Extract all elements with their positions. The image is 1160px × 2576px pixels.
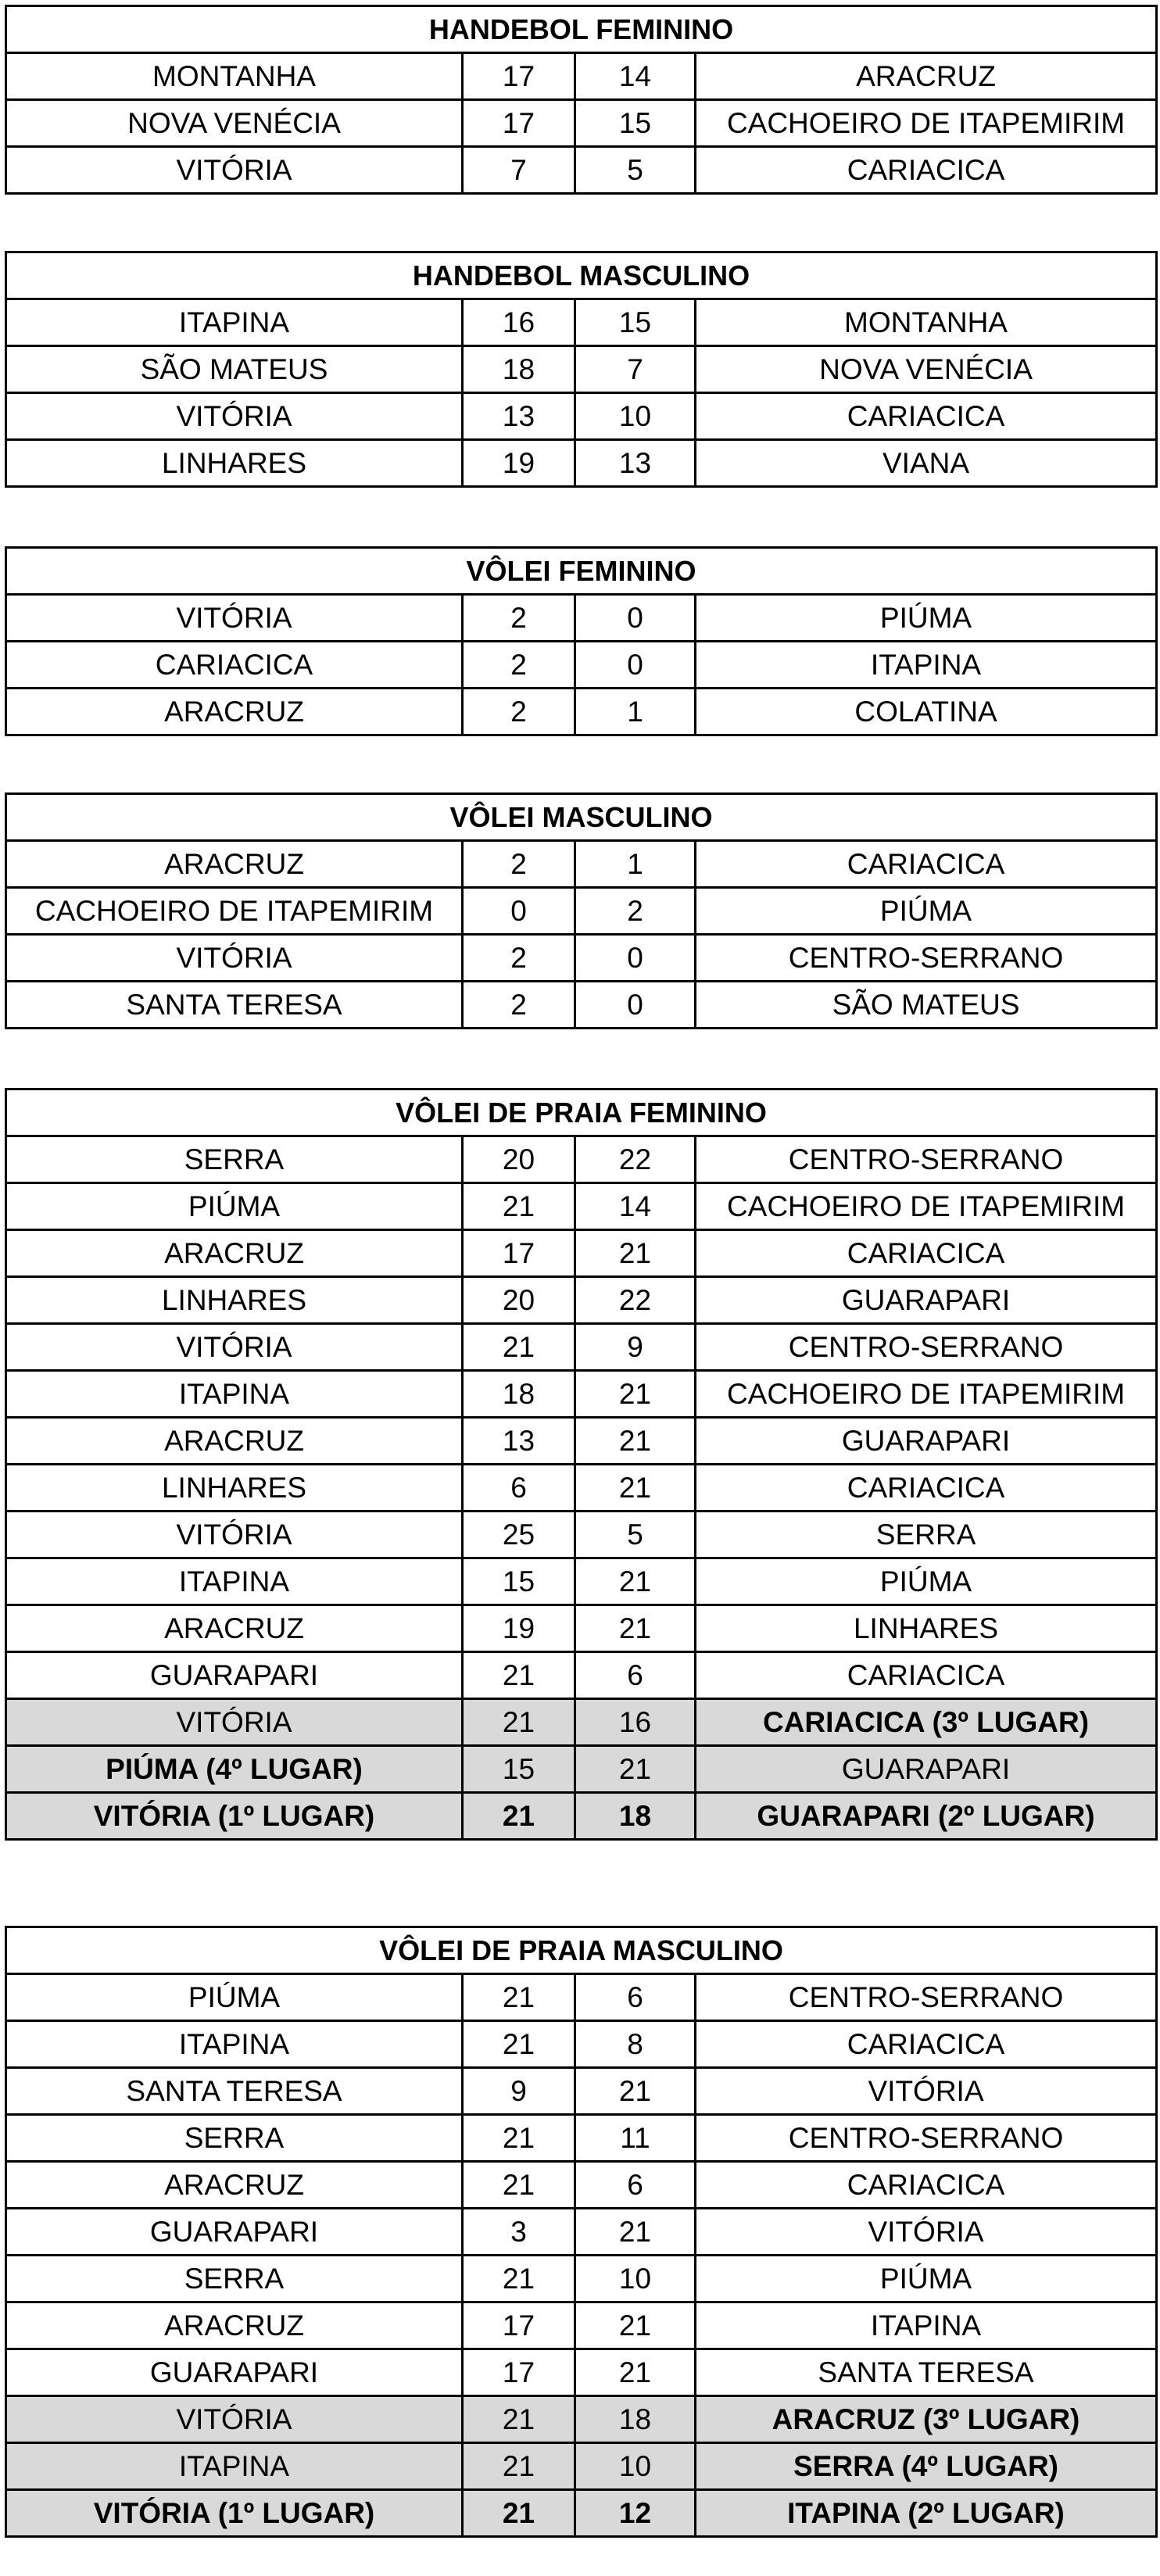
- home-team-cell: ARACRUZ: [6, 841, 463, 888]
- final-match-row: [6, 2396, 1157, 2443]
- match-row: [6, 346, 1157, 393]
- away-team-cell: LINHARES: [696, 1605, 1157, 1652]
- away-team-cell: PIÚMA: [696, 595, 1157, 642]
- home-team-cell: CACHOEIRO DE ITAPEMIRIM: [6, 888, 463, 935]
- match-row: [6, 689, 1157, 735]
- match-row: [6, 100, 1157, 147]
- away-team-cell: CARIACICA: [696, 1652, 1157, 1699]
- home-score-cell: 21: [463, 1652, 575, 1699]
- match-row: [6, 1605, 1157, 1652]
- away-score-cell: 8: [575, 2021, 696, 2068]
- home-score-cell: 13: [463, 393, 575, 440]
- home-team-cell: PIÚMA: [6, 1183, 463, 1230]
- home-team-cell: VITÓRIA: [6, 1512, 463, 1558]
- away-score-cell: 21: [575, 1746, 696, 1793]
- home-score-cell: 15: [463, 1558, 575, 1605]
- section-title: VÔLEI FEMININO: [6, 548, 1157, 595]
- away-score-cell: 5: [575, 1512, 696, 1558]
- away-team-cell: MONTANHA: [696, 299, 1157, 346]
- home-team-cell: SERRA: [6, 2256, 463, 2302]
- match-row: [6, 2162, 1157, 2209]
- results-table-handebol-feminino: [5, 5, 1158, 195]
- home-score-cell: 2: [463, 841, 575, 888]
- away-team-cell: VITÓRIA: [696, 2068, 1157, 2115]
- home-score-cell: 21: [463, 1974, 575, 2021]
- home-team-cell: ARACRUZ: [6, 689, 463, 735]
- match-row: [6, 2115, 1157, 2162]
- home-team-cell: MONTANHA: [6, 53, 463, 100]
- section-title: VÔLEI DE PRAIA FEMININO: [6, 1089, 1157, 1136]
- home-team-cell: PIÚMA: [6, 1974, 463, 2021]
- home-team-cell: VITÓRIA: [6, 595, 463, 642]
- match-row: [6, 1277, 1157, 1324]
- home-score-cell: 20: [463, 1136, 575, 1183]
- home-team-cell: VITÓRIA (1º LUGAR): [6, 1793, 463, 1840]
- home-score-cell: 19: [463, 1605, 575, 1652]
- away-score-cell: 21: [575, 1558, 696, 1605]
- away-team-cell: ARACRUZ: [696, 53, 1157, 100]
- match-row: [6, 982, 1157, 1029]
- match-row: [6, 642, 1157, 689]
- home-team-cell: VITÓRIA (1º LUGAR): [6, 2490, 463, 2537]
- match-row: [6, 2256, 1157, 2302]
- match-row: [6, 1136, 1157, 1183]
- home-score-cell: 17: [463, 2302, 575, 2349]
- home-team-cell: ITAPINA: [6, 2443, 463, 2490]
- match-row: [6, 393, 1157, 440]
- home-score-cell: 16: [463, 299, 575, 346]
- section-header-row: [6, 1927, 1157, 1974]
- away-score-cell: 1: [575, 689, 696, 735]
- away-team-cell: CENTRO-SERRANO: [696, 1974, 1157, 2021]
- away-score-cell: 10: [575, 2443, 696, 2490]
- away-score-cell: 14: [575, 53, 696, 100]
- home-score-cell: 17: [463, 2349, 575, 2396]
- away-team-cell: ITAPINA: [696, 2302, 1157, 2349]
- away-score-cell: 12: [575, 2490, 696, 2537]
- away-score-cell: 21: [575, 2349, 696, 2396]
- away-score-cell: 18: [575, 1793, 696, 1840]
- away-team-cell: CARIACICA: [696, 1230, 1157, 1277]
- match-row: [6, 2302, 1157, 2349]
- match-row: [6, 1652, 1157, 1699]
- results-table-volei-de-praia-masculino: [5, 1926, 1158, 2538]
- section-title: VÔLEI DE PRAIA MASCULINO: [6, 1927, 1157, 1974]
- away-team-cell: CARIACICA: [696, 841, 1157, 888]
- home-score-cell: 21: [463, 2162, 575, 2209]
- away-team-cell: CARIACICA: [696, 147, 1157, 194]
- results-table-handebol-masculino: [5, 251, 1158, 488]
- away-score-cell: 0: [575, 642, 696, 689]
- home-score-cell: 21: [463, 2115, 575, 2162]
- home-team-cell: GUARAPARI: [6, 2349, 463, 2396]
- away-team-cell: SERRA: [696, 1512, 1157, 1558]
- away-team-cell: NOVA VENÉCIA: [696, 346, 1157, 393]
- home-team-cell: NOVA VENÉCIA: [6, 100, 463, 147]
- home-score-cell: 21: [463, 2396, 575, 2443]
- results-table-volei-feminino: [5, 546, 1158, 736]
- home-team-cell: CARIACICA: [6, 642, 463, 689]
- home-team-cell: GUARAPARI: [6, 1652, 463, 1699]
- away-team-cell: CACHOEIRO DE ITAPEMIRIM: [696, 1183, 1157, 1230]
- section-title: VÔLEI MASCULINO: [6, 794, 1157, 841]
- away-team-cell: CACHOEIRO DE ITAPEMIRIM: [696, 1371, 1157, 1418]
- home-team-cell: VITÓRIA: [6, 147, 463, 194]
- home-score-cell: 21: [463, 2256, 575, 2302]
- away-team-cell: VITÓRIA: [696, 2209, 1157, 2256]
- home-team-cell: ARACRUZ: [6, 2302, 463, 2349]
- away-team-cell: CACHOEIRO DE ITAPEMIRIM: [696, 100, 1157, 147]
- away-score-cell: 13: [575, 440, 696, 487]
- home-team-cell: SANTA TERESA: [6, 982, 463, 1029]
- home-score-cell: 19: [463, 440, 575, 487]
- home-team-cell: VITÓRIA: [6, 1324, 463, 1371]
- away-score-cell: 6: [575, 1652, 696, 1699]
- home-score-cell: 25: [463, 1512, 575, 1558]
- home-score-cell: 17: [463, 53, 575, 100]
- away-team-cell: VIANA: [696, 440, 1157, 487]
- home-score-cell: 2: [463, 935, 575, 982]
- home-team-cell: SERRA: [6, 1136, 463, 1183]
- away-team-cell: CARIACICA: [696, 393, 1157, 440]
- section-header-row: [6, 548, 1157, 595]
- match-row: [6, 935, 1157, 982]
- home-team-cell: ITAPINA: [6, 299, 463, 346]
- away-score-cell: 21: [575, 1230, 696, 1277]
- home-score-cell: 18: [463, 346, 575, 393]
- home-team-cell: LINHARES: [6, 440, 463, 487]
- home-team-cell: ARACRUZ: [6, 1605, 463, 1652]
- away-score-cell: 16: [575, 1699, 696, 1746]
- home-score-cell: 21: [463, 2443, 575, 2490]
- away-score-cell: 21: [575, 2302, 696, 2349]
- final-match-row: [6, 1746, 1157, 1793]
- away-team-cell: COLATINA: [696, 689, 1157, 735]
- match-row: [6, 1974, 1157, 2021]
- final-match-row: [6, 1793, 1157, 1840]
- away-team-cell: CENTRO-SERRANO: [696, 1136, 1157, 1183]
- home-score-cell: 18: [463, 1371, 575, 1418]
- match-row: [6, 1418, 1157, 1465]
- home-score-cell: 0: [463, 888, 575, 935]
- home-team-cell: PIÚMA (4º LUGAR): [6, 1746, 463, 1793]
- match-row: [6, 841, 1157, 888]
- away-score-cell: 6: [575, 1974, 696, 2021]
- away-score-cell: 10: [575, 2256, 696, 2302]
- home-team-cell: ARACRUZ: [6, 2162, 463, 2209]
- match-row: [6, 2068, 1157, 2115]
- home-team-cell: ARACRUZ: [6, 1230, 463, 1277]
- home-score-cell: 21: [463, 2021, 575, 2068]
- match-row: [6, 2021, 1157, 2068]
- away-team-cell: GUARAPARI: [696, 1277, 1157, 1324]
- final-match-row: [6, 1699, 1157, 1746]
- home-team-cell: VITÓRIA: [6, 1699, 463, 1746]
- match-row: [6, 1371, 1157, 1418]
- home-team-cell: ARACRUZ: [6, 1418, 463, 1465]
- match-row: [6, 1558, 1157, 1605]
- home-score-cell: 21: [463, 1183, 575, 1230]
- home-team-cell: SANTA TERESA: [6, 2068, 463, 2115]
- away-team-cell: CENTRO-SERRANO: [696, 1324, 1157, 1371]
- match-row: [6, 147, 1157, 194]
- away-team-cell: GUARAPARI (2º LUGAR): [696, 1793, 1157, 1840]
- away-team-cell: ITAPINA (2º LUGAR): [696, 2490, 1157, 2537]
- away-score-cell: 21: [575, 1465, 696, 1512]
- away-team-cell: ITAPINA: [696, 642, 1157, 689]
- match-row: [6, 440, 1157, 487]
- home-score-cell: 9: [463, 2068, 575, 2115]
- match-row: [6, 1465, 1157, 1512]
- home-score-cell: 20: [463, 1277, 575, 1324]
- away-team-cell: CARIACICA: [696, 2162, 1157, 2209]
- away-team-cell: PIÚMA: [696, 888, 1157, 935]
- section-header-row: [6, 252, 1157, 299]
- away-score-cell: 21: [575, 1418, 696, 1465]
- away-team-cell: CARIACICA: [696, 1465, 1157, 1512]
- home-team-cell: LINHARES: [6, 1277, 463, 1324]
- home-team-cell: VITÓRIA: [6, 2396, 463, 2443]
- away-team-cell: CARIACICA: [696, 2021, 1157, 2068]
- match-row: [6, 1512, 1157, 1558]
- home-score-cell: 21: [463, 1699, 575, 1746]
- section-header-row: [6, 794, 1157, 841]
- away-score-cell: 9: [575, 1324, 696, 1371]
- home-score-cell: 13: [463, 1418, 575, 1465]
- away-score-cell: 18: [575, 2396, 696, 2443]
- match-row: [6, 1324, 1157, 1371]
- away-score-cell: 15: [575, 100, 696, 147]
- final-match-row: [6, 2443, 1157, 2490]
- match-row: [6, 2349, 1157, 2396]
- home-team-cell: LINHARES: [6, 1465, 463, 1512]
- away-score-cell: 22: [575, 1136, 696, 1183]
- away-team-cell: SERRA (4º LUGAR): [696, 2443, 1157, 2490]
- away-team-cell: CARIACICA (3º LUGAR): [696, 1699, 1157, 1746]
- final-match-row: [6, 2490, 1157, 2537]
- match-row: [6, 1230, 1157, 1277]
- home-score-cell: 2: [463, 595, 575, 642]
- home-score-cell: 3: [463, 2209, 575, 2256]
- match-row: [6, 299, 1157, 346]
- match-row: [6, 595, 1157, 642]
- away-team-cell: CENTRO-SERRANO: [696, 935, 1157, 982]
- away-score-cell: 0: [575, 935, 696, 982]
- away-team-cell: SÃO MATEUS: [696, 982, 1157, 1029]
- away-team-cell: SANTA TERESA: [696, 2349, 1157, 2396]
- away-score-cell: 14: [575, 1183, 696, 1230]
- home-score-cell: 21: [463, 1793, 575, 1840]
- away-score-cell: 6: [575, 2162, 696, 2209]
- results-table-volei-masculino: [5, 792, 1158, 1029]
- home-team-cell: VITÓRIA: [6, 935, 463, 982]
- away-score-cell: 21: [575, 1371, 696, 1418]
- home-score-cell: 21: [463, 1324, 575, 1371]
- away-team-cell: GUARAPARI: [696, 1746, 1157, 1793]
- match-row: [6, 1183, 1157, 1230]
- away-score-cell: 5: [575, 147, 696, 194]
- away-score-cell: 1: [575, 841, 696, 888]
- away-score-cell: 15: [575, 299, 696, 346]
- away-score-cell: 0: [575, 595, 696, 642]
- home-team-cell: VITÓRIA: [6, 393, 463, 440]
- away-score-cell: 22: [575, 1277, 696, 1324]
- home-score-cell: 17: [463, 100, 575, 147]
- match-row: [6, 2209, 1157, 2256]
- section-header-row: [6, 1089, 1157, 1136]
- home-score-cell: 2: [463, 642, 575, 689]
- home-team-cell: GUARAPARI: [6, 2209, 463, 2256]
- home-score-cell: 2: [463, 982, 575, 1029]
- away-score-cell: 10: [575, 393, 696, 440]
- match-row: [6, 888, 1157, 935]
- away-score-cell: 0: [575, 982, 696, 1029]
- home-team-cell: ITAPINA: [6, 2021, 463, 2068]
- section-title: HANDEBOL FEMININO: [6, 6, 1157, 53]
- home-score-cell: 21: [463, 2490, 575, 2537]
- home-score-cell: 2: [463, 689, 575, 735]
- away-team-cell: CENTRO-SERRANO: [696, 2115, 1157, 2162]
- home-team-cell: SÃO MATEUS: [6, 346, 463, 393]
- home-score-cell: 6: [463, 1465, 575, 1512]
- home-team-cell: ITAPINA: [6, 1371, 463, 1418]
- away-score-cell: 21: [575, 1605, 696, 1652]
- home-team-cell: ITAPINA: [6, 1558, 463, 1605]
- away-score-cell: 21: [575, 2209, 696, 2256]
- away-team-cell: PIÚMA: [696, 1558, 1157, 1605]
- away-score-cell: 7: [575, 346, 696, 393]
- away-score-cell: 11: [575, 2115, 696, 2162]
- away-score-cell: 2: [575, 888, 696, 935]
- home-team-cell: SERRA: [6, 2115, 463, 2162]
- home-score-cell: 7: [463, 147, 575, 194]
- section-header-row: [6, 6, 1157, 53]
- match-row: [6, 53, 1157, 100]
- home-score-cell: 15: [463, 1746, 575, 1793]
- home-score-cell: 17: [463, 1230, 575, 1277]
- away-team-cell: PIÚMA: [696, 2256, 1157, 2302]
- away-team-cell: GUARAPARI: [696, 1418, 1157, 1465]
- away-team-cell: ARACRUZ (3º LUGAR): [696, 2396, 1157, 2443]
- section-title: HANDEBOL MASCULINO: [6, 252, 1157, 299]
- away-score-cell: 21: [575, 2068, 696, 2115]
- results-table-volei-de-praia-feminino: [5, 1088, 1158, 1841]
